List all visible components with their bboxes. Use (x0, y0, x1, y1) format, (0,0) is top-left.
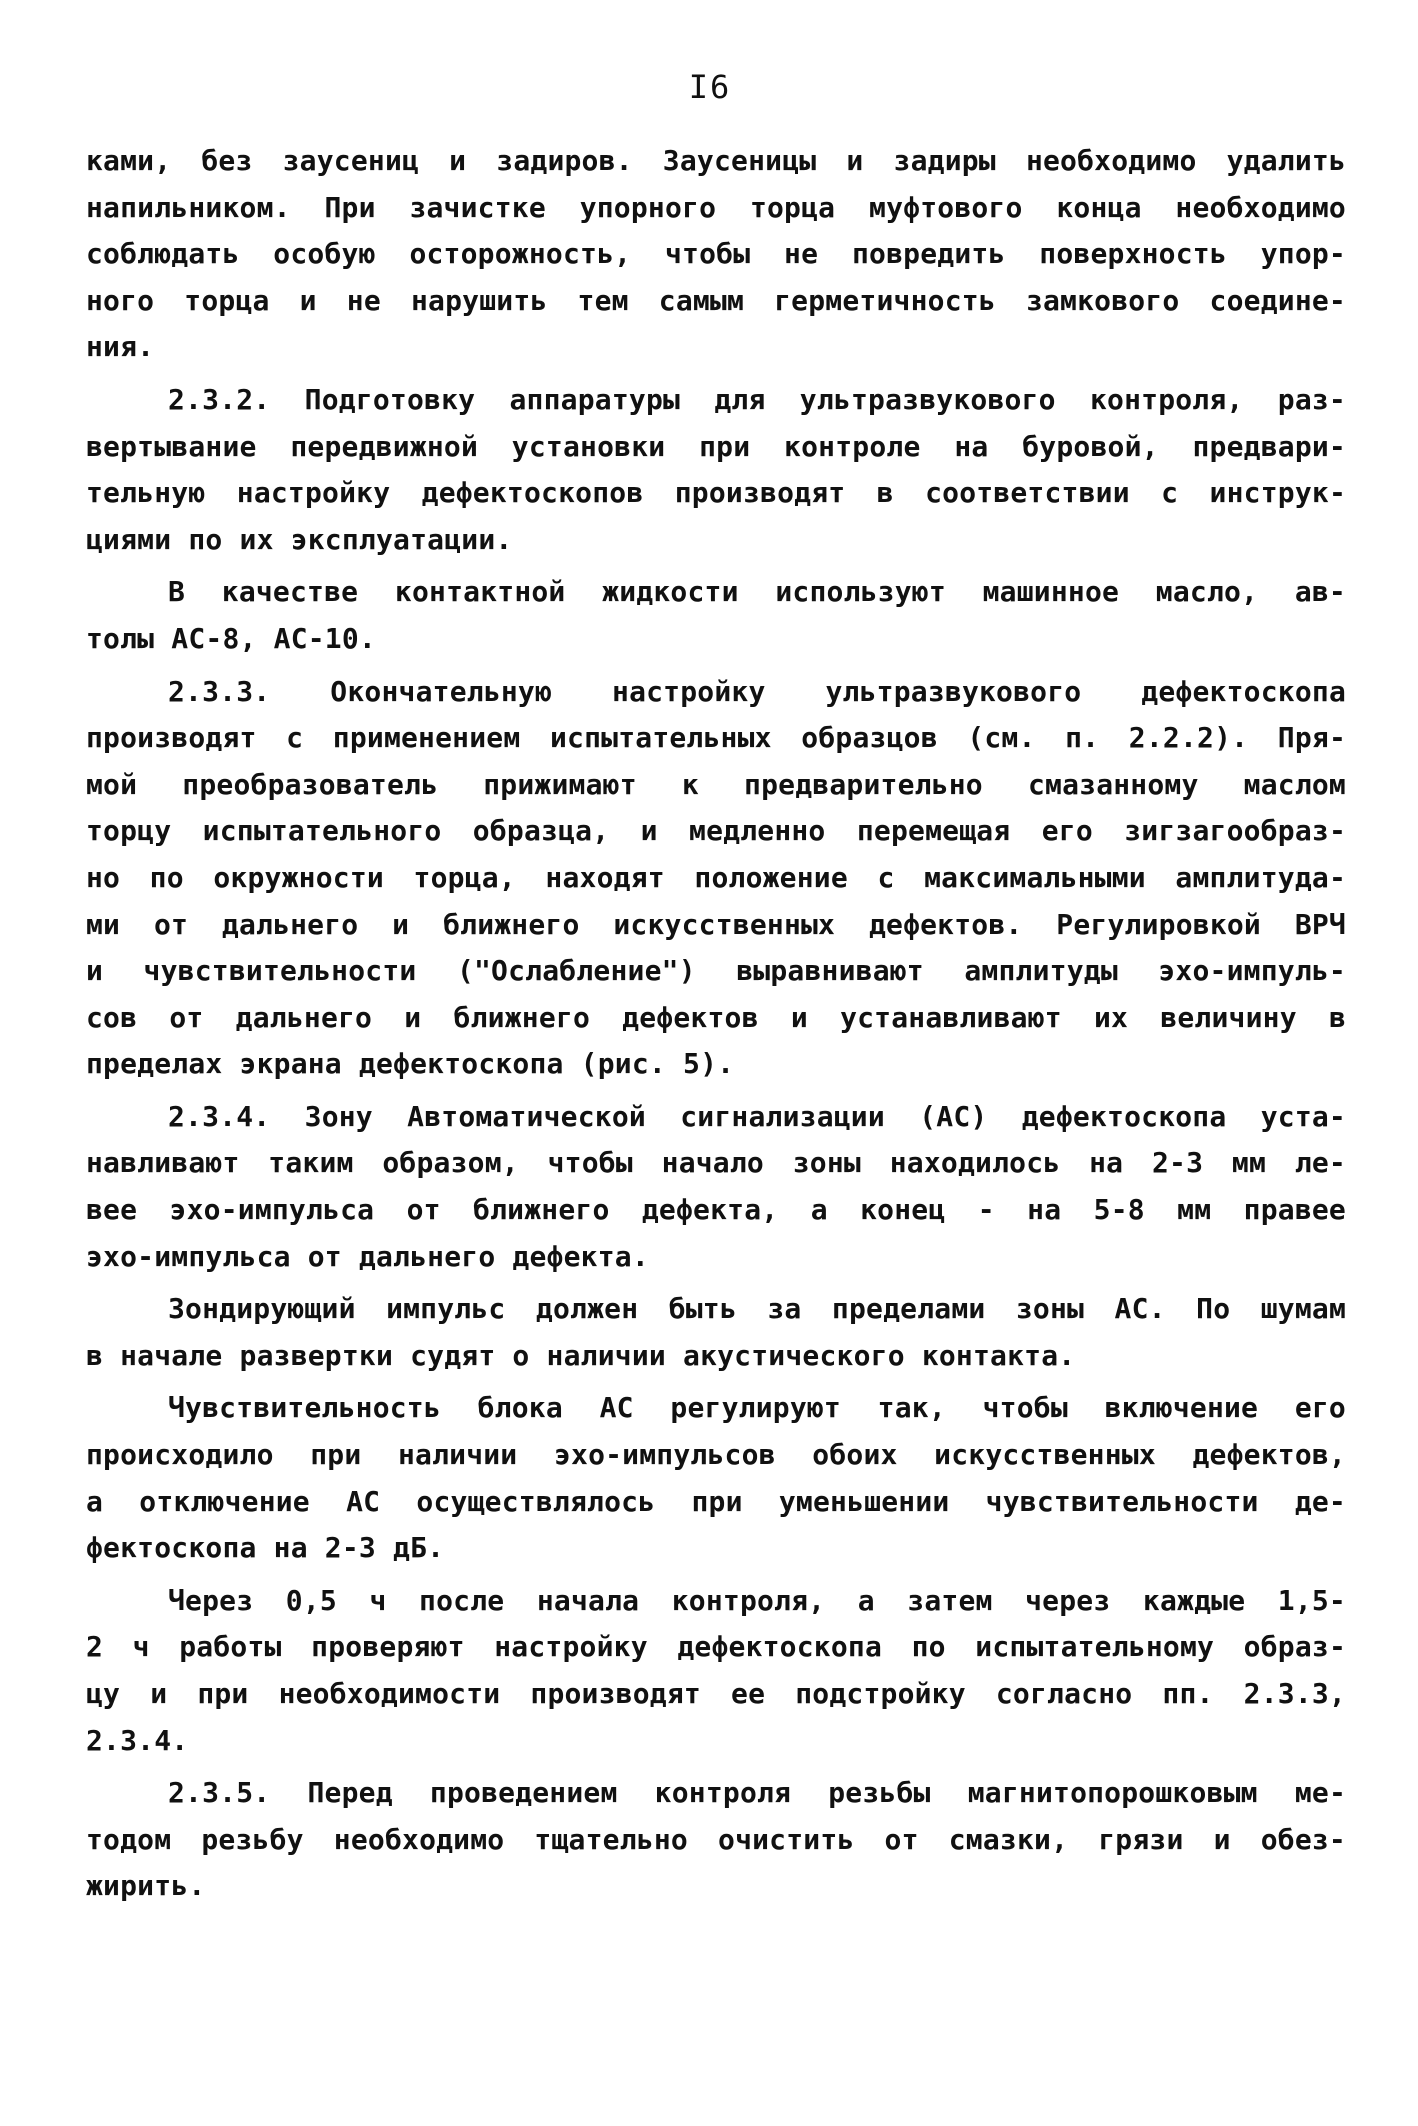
text-line: толы АС-8, АС-10. (86, 621, 376, 655)
text-line: и чувствительности ("Ослабление") выравнивают амплитуды эхо-импуль- (86, 954, 1346, 988)
paragraph-1 (86, 138, 1346, 371)
text-line: 2.3.4. (86, 1723, 189, 1757)
text-line: ния. (86, 330, 155, 364)
text-line: а отключение АС осуществлялось при уменьшении чувствительности де- (86, 1484, 1346, 1518)
text-line: 2.3.3. Окончательную настройку ультразвукового дефектоскопа (168, 674, 1346, 708)
text-line: происходило при наличии эхо-импульсов обоих искусственных дефектов, (86, 1438, 1346, 1472)
text-line: Через 0,5 ч после начала контроля, а затем через каждые 1,5- (168, 1583, 1346, 1617)
paragraph-sensitivity (86, 1385, 1346, 1571)
text-line: в начале развертки судят о наличии акустического контакта. (86, 1338, 1076, 1372)
text-line: В качестве контактной жидкости используют машинное масло, ав- (168, 575, 1346, 609)
paragraph-2-3-4 (86, 1094, 1346, 1280)
text-line: 2 ч работы проверяют настройку дефектоскопа по испытательному образ- (86, 1630, 1346, 1664)
text-line: циями по их эксплуатации. (86, 522, 513, 556)
text-line: Чувствительность блока АС регулируют так, чтобы включение его (168, 1391, 1346, 1425)
text-line: соблюдать особую осторожность, чтобы не повредить поверхность упор- (86, 237, 1346, 271)
text-line: напильником. При зачистке упорного торца муфтового конца необходимо (86, 190, 1346, 224)
text-line: торцу испытательного образца, и медленно перемещая его зигзагообраз- (86, 814, 1346, 848)
paragraph-recheck (86, 1578, 1346, 1764)
text-line: эхо-импульса от дальнего дефекта. (86, 1239, 649, 1273)
text-line: ками, без заусениц и задиров. Заусеницы и задиры необходимо удалить (86, 144, 1346, 177)
page-number: I6 (688, 68, 732, 106)
text-line: производят с применением испытательных образцов (см. п. 2.2.2). Пря- (86, 721, 1346, 755)
text-line: фектоскопа на 2-3 дБ. (86, 1531, 445, 1565)
paragraph-2-3-3 (86, 669, 1346, 1088)
text-line: мой преобразователь прижимают к предварительно смазанному маслом (86, 767, 1346, 801)
text-line: но по окружности торца, находят положение с максимальными амплитуда- (86, 860, 1346, 894)
text-line: ного торца и не нарушить тем самым герметичность замкового соедине- (86, 283, 1346, 317)
text-line: пределах экрана дефектоскопа (рис. 5). (86, 1047, 735, 1081)
paragraph-contact-liquid (86, 569, 1346, 662)
text-line: Зондирующий импульс должен быть за пределами зоны АС. По шумам (168, 1292, 1346, 1326)
text-line: вее эхо-импульса от ближнего дефекта, а конец - на 5-8 мм правее (86, 1193, 1346, 1227)
text-line: ми от дальнего и ближнего искусственных дефектов. Регулировкой ВРЧ (86, 907, 1346, 941)
text-line: 2.3.5. Перед проведением контроля резьбы магнитопорошковым ме- (168, 1776, 1346, 1810)
text-line: цу и при необходимости производят ее подстройку согласно пп. 2.3.3, (86, 1677, 1346, 1710)
text-line: жирить. (86, 1869, 206, 1903)
text-line: навливают таким образом, чтобы начало зоны находилось на 2-3 мм ле- (86, 1146, 1346, 1180)
text-line: 2.3.2. Подготовку аппаратуры для ультразвукового контроля, раз- (168, 382, 1346, 416)
text-line: 2.3.4. Зону Автоматической сигнализации (АС) дефектоскопа уста- (168, 1099, 1346, 1133)
paragraph-probe-pulse (86, 1286, 1346, 1379)
body-text (86, 138, 1346, 1916)
text-line: тельную настройку дефектоскопов производят в соответствии с инструк- (86, 476, 1346, 510)
text-line: тодом резьбу необходимо тщательно очистить от смазки, грязи и обез- (86, 1822, 1346, 1856)
text-line: вертывание передвижной установки при контроле на буровой, предвари- (86, 429, 1346, 463)
text-line: сов от дальнего и ближнего дефектов и устанавливают их величину в (86, 1000, 1346, 1034)
paragraph-2-3-2 (86, 377, 1346, 563)
paragraph-2-3-5 (86, 1770, 1346, 1910)
